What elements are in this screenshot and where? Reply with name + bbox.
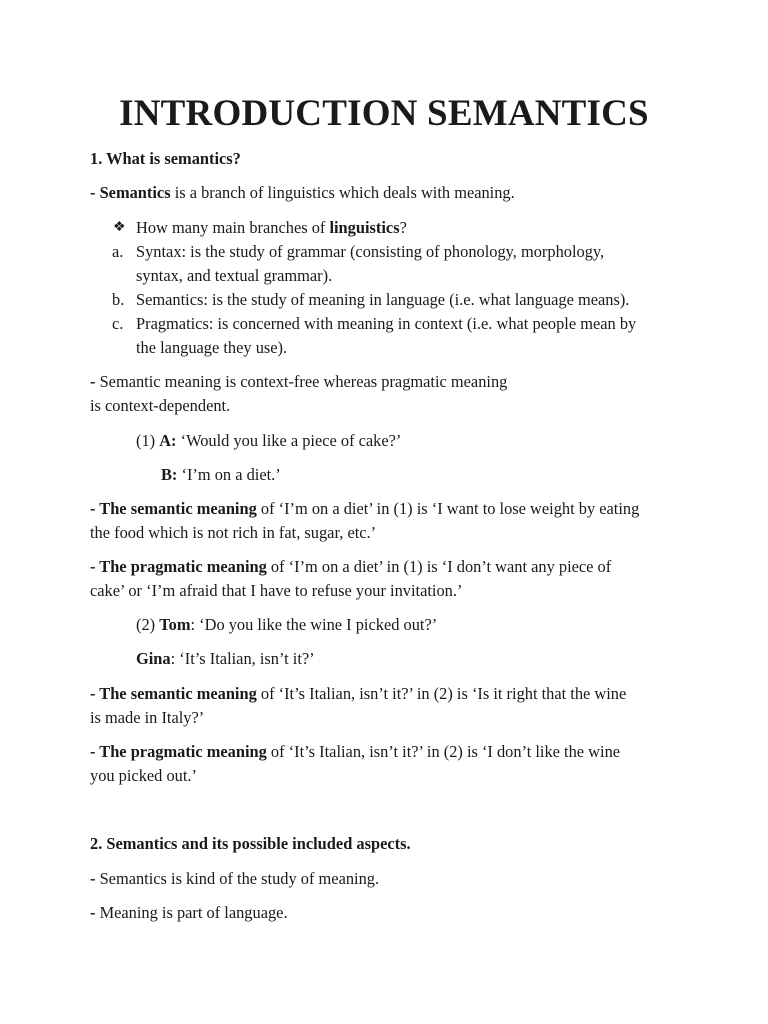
section-2-point-2: - Meaning is part of language. xyxy=(90,903,288,922)
diamond-bullet-icon: ❖ xyxy=(113,220,126,235)
branches-question: How many main branches of linguistics? xyxy=(136,218,407,237)
example-2-line-a: (2) Tom: ‘Do you like the wine I picked out?’ xyxy=(136,615,438,634)
semantic-meaning-2: - The semantic meaning of ‘It’s Italian, isn’t it?’ in (2) is ‘Is it right that the wine xyxy=(90,684,627,703)
contrast-paragraph-cont: is context-dependent. xyxy=(90,396,231,415)
list-item-semantics: Semantics: is the study of meaning in language (i.e. what language means). xyxy=(136,290,630,309)
list-item-pragmatics-cont: the language they use). xyxy=(136,338,288,357)
pragmatic-meaning-2: - The pragmatic meaning of ‘It’s Italian, isn’t it?’ in (2) is ‘I don’t like the wine xyxy=(90,742,621,761)
list-item-syntax: Syntax: is the study of grammar (consisting of phonology, morphology, xyxy=(136,242,605,261)
list-item-syntax-cont: syntax, and textual grammar). xyxy=(136,266,333,285)
definition-paragraph: - Semantics is a branch of linguistics which deals with meaning. xyxy=(90,183,515,202)
pragmatic-meaning-1-cont: cake’ or ‘I’m afraid that I have to refuse your invitation.’ xyxy=(90,581,463,600)
pragmatic-meaning-2-cont: you picked out.’ xyxy=(90,766,197,785)
list-item-pragmatics: Pragmatics: is concerned with meaning in context (i.e. what people mean by xyxy=(136,314,637,333)
example-1-line-a: (1) A: ‘Would you like a piece of cake?’ xyxy=(136,431,402,450)
section-2-heading: 2. Semantics and its possible included aspects. xyxy=(90,834,411,853)
semantic-meaning-1: - The semantic meaning of ‘I’m on a diet’ in (1) is ‘I want to lose weight by eating xyxy=(90,499,640,518)
section-2-point-1: - Semantics is kind of the study of meaning. xyxy=(90,869,380,888)
page-title: INTRODUCTION SEMANTICS xyxy=(119,93,649,134)
list-marker: b. xyxy=(112,290,125,309)
contrast-paragraph: - Semantic meaning is context-free whereas pragmatic meaning xyxy=(90,372,508,391)
semantic-meaning-1-cont: the food which is not rich in fat, sugar, etc.’ xyxy=(90,523,377,542)
pragmatic-meaning-1: - The pragmatic meaning of ‘I’m on a diet’ in (1) is ‘I don’t want any piece of xyxy=(90,557,612,576)
list-marker: c. xyxy=(112,314,124,333)
example-1-line-b: B: ‘I’m on a diet.’ xyxy=(161,465,281,484)
example-2-line-b: Gina: ‘It’s Italian, isn’t it?’ xyxy=(136,649,315,668)
section-1-heading: 1. What is semantics? xyxy=(90,149,241,168)
list-marker: a. xyxy=(112,242,124,261)
semantic-meaning-2-cont: is made in Italy?’ xyxy=(90,708,205,727)
